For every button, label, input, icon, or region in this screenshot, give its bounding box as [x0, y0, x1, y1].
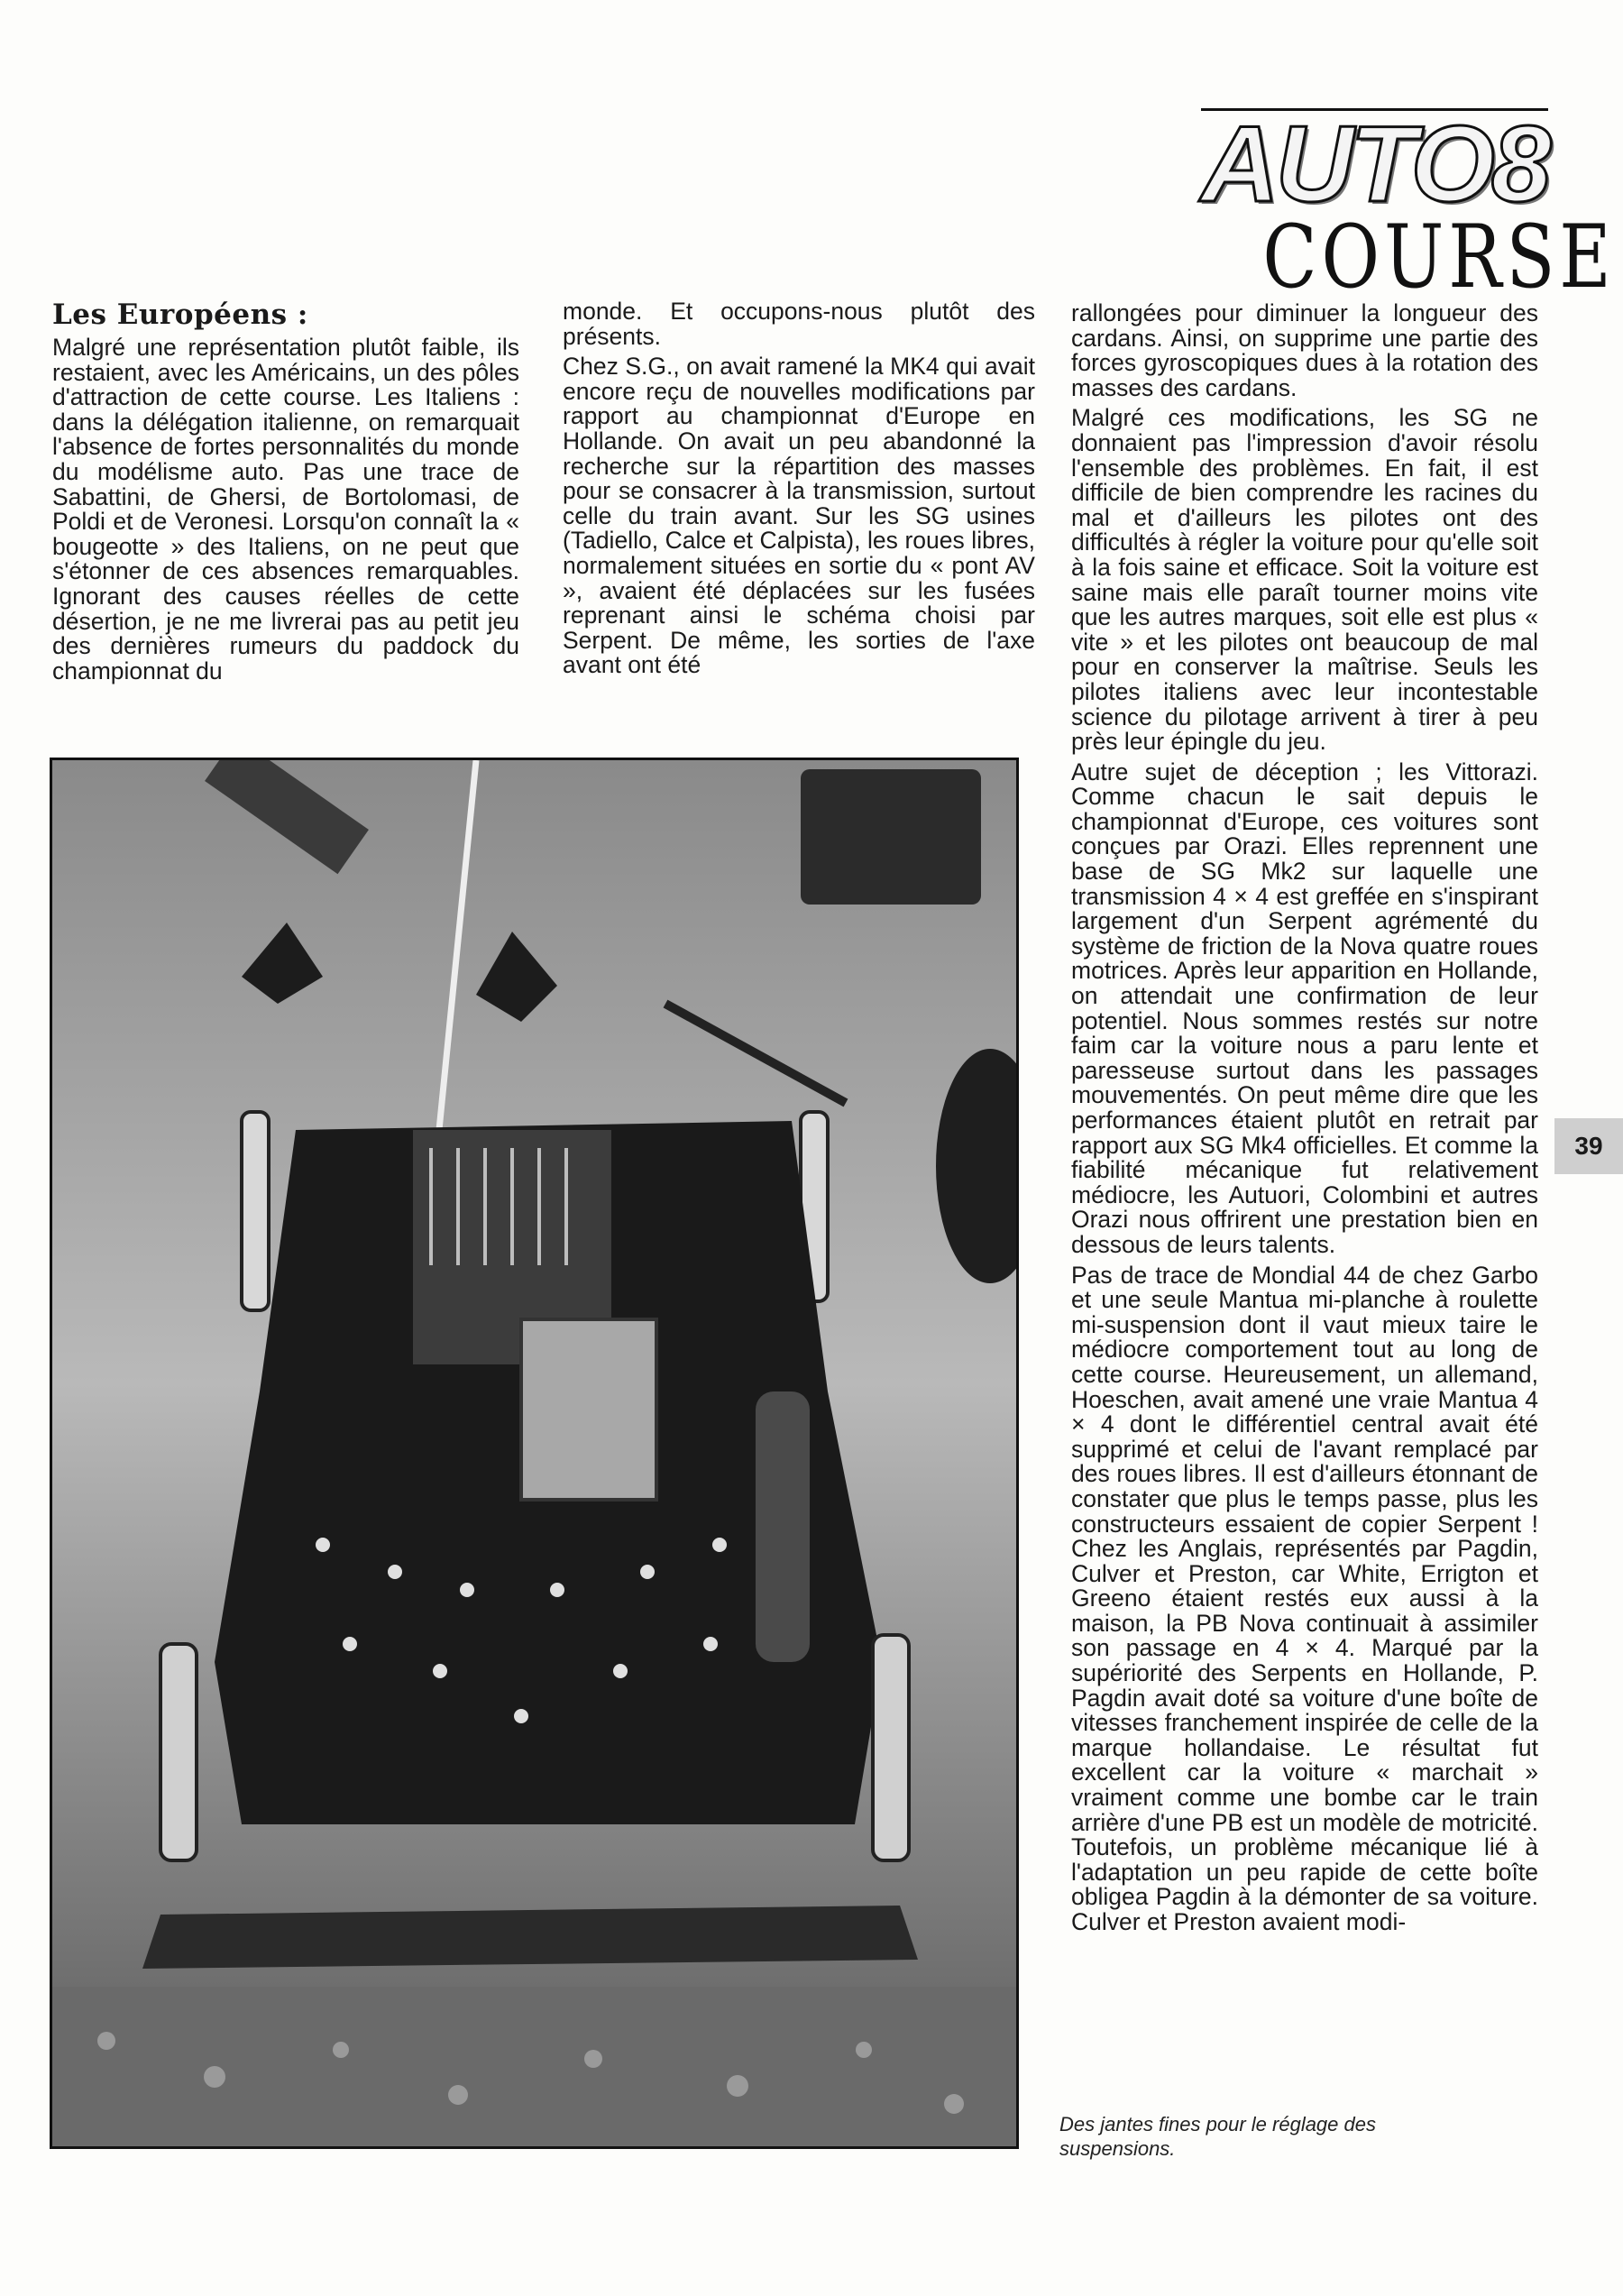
logo-course: COURSE [1262, 207, 1616, 308]
paragraph: Malgré ces modifications, les SG ne donnaient pas l'impression d'avoir résolu l'ensemble des problèmes. En fait, il est difficile de bien comprendre les racines du mal et d'ailleurs les pilotes ont des difficultés à régler la voiture pour qu'elle soit à la fois saine et efficace. Soit la voiture est saine mais elle paraît tourner moins vite que les autres marques, soit elle est plus « vite » et les pilotes ont beaucoup de mal pour en conserver la maîtrise. Seuls les pilotes italiens avec leur incontestable science du pilotage arrivent à tirer à peu près leur épingle du jeu. [1071, 404, 1538, 756]
article-column-1 [52, 298, 519, 684]
article-column-3 [1071, 301, 1538, 1935]
page-number: 39 [1574, 1132, 1603, 1160]
paragraph: Malgré une représentation plutôt faible, ils restaient, avec les Américains, un des pôles d'attraction de cette course. Les Italiens : dans la délégation italienne, on remarquait l'absence de fortes personnalités du monde du modélisme auto. Pas une trace de Sabattini, de Ghersi, de Bortolomasi, de Poldi et de Veronesi. Lorsqu'on connaît la « bougeotte » des Italiens, on ne peut que s'étonner de ces absences remarquables. Ignorant des causes réelles de cette désertion, je ne me livrerai pas au petit jeu des dernières rumeurs du paddock du championnat du [52, 334, 519, 684]
paragraph: Pas de trace de Mondial 44 de chez Garbo et une seule Mantua mi-planche à roulette mi-suspension dont il vaut mieux taire le médiocre comportement tout au long de cette course. Heureusement, un allemand, Hoeschen, avait amené une vraie Mantua 4 × 4 dont le différentiel central avait été supprimé et celui de l'avant remplacé par des roues libres. Il est d'ailleurs étonnant de constater que plus le temps passe, plus les constructeurs essaient de copier Serpent ! Chez les Anglais, représentés par Pagdin, Culver et Preston, car White, Errigton et Greeno étaient restés eux aussi à la maison, la PB Nova continuait à assimiler son passage en 4 × 4. Marqué par la supériorité des Serpents en Hollande, P. Pagdin avait doté sa voiture d'une boîte de vitesses franchement inspirée de celle de la marque hollandaise. Le résultat fut excellent car la voiture « marchait » vraiment comme une bombe car le train arrière d'une PB est un modèle de motricité. Toutefois, un problème mécanique lié à l'adaptation un peu rapide de cette boîte obligea Pagdin à la démonter de sa voiture. Culver et Preston avaient modi- [1071, 1261, 1538, 1935]
paragraph: monde. Et occupons-nous plutôt des présents. [563, 298, 1035, 350]
logo-auto: AUTO8 [1201, 104, 1548, 225]
paragraph: Chez S.G., on avait ramené la MK4 qui avait encore reçu de nouvelles modifications par rapport au championnat d'Europe en Hollande. On avait un peu abandonné la recherche sur la répartition des masses pour se consacrer à la transmission, surtout celle du train avant. Sur les SG usines (Tadiello, Calce et Calpista), les roues libres, normalement situées en sortie du « pont AV », avaient été déplacées sur les fusées reprenant ainsi le schéma choisi par Serpent. De même, les sorties de l'axe avant ont été [563, 353, 1035, 679]
photo-caption: Des jantes fines pour le réglage des suspensions. [1059, 2113, 1376, 2160]
page-number-tab [1554, 1118, 1623, 1174]
magazine-logo [1201, 104, 1616, 308]
paragraph: Autre sujet de déception ; les Vittorazi. Comme chacun le sait depuis le championnat d'Europe, ces voitures sont conçues par Orazi. Elles reprennent une base de SG Mk2 sur laquelle une transmission 4 × 4 est greffée en s'inspirant largement d'un Serpent agrémenté du système de friction de la Nova quatre roues motrices. Après leur apparition en Hollande, on attendait une confirmation de leur potentiel. Nous sommes restés sur notre faim car la voiture nous a paru lente et paresseuse surtout dans les passages mouvementés. On peut même dire que les performances étaient plutôt en retrait par rapport aux SG Mk4 officielles. Et comme la fiabilité mécanique fut relativement médiocre, les Autuori, Colombini et autres Orazi nous offrirent une prestation bien en dessous de leurs talents. [1071, 758, 1538, 1258]
article-column-2 [563, 299, 1035, 678]
paragraph: rallongées pour diminuer la longueur des cardans. Ainsi, on supprime une partie des forces gyroscopiques dues à la rotation des masses des cardans. [1071, 299, 1538, 401]
rc-car-illustration [52, 760, 1016, 2146]
section-heading: Les Européens : [52, 298, 308, 331]
rc-car-photo [50, 758, 1019, 2149]
